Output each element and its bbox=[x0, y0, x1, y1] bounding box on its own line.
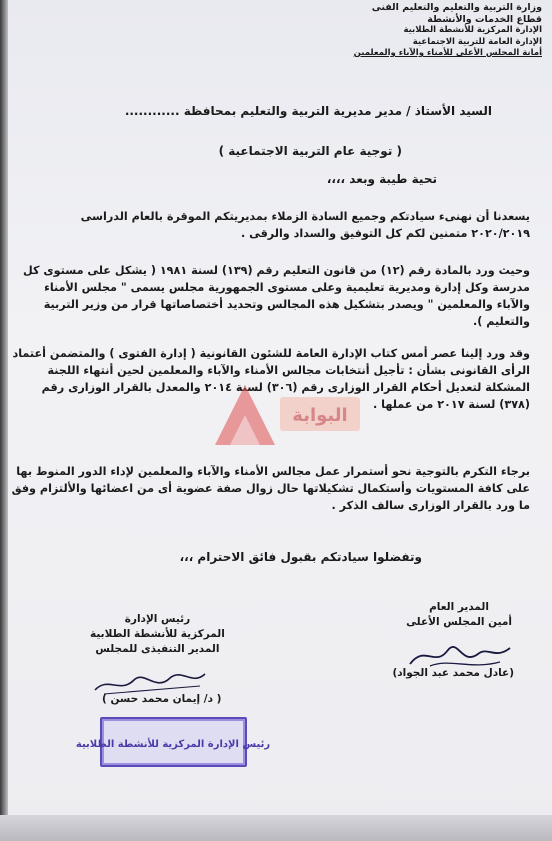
paragraph-line: ٢٠٢٠/٢٠١٩ متمنين لكم كل التوفيق والسداد والرقى . bbox=[241, 227, 530, 240]
watermark-logo-icon bbox=[205, 375, 370, 455]
paragraph-4 bbox=[11, 463, 530, 514]
subject: ( توجية عام التربية الاجتماعية ) bbox=[218, 144, 402, 158]
letterhead-line: الإدارة العامة للتربية الاجتماعية bbox=[412, 36, 542, 47]
signature-title: المركزية للأنشطة الطلابية bbox=[90, 628, 225, 640]
signature-title: أمين المجلس الأعلى bbox=[406, 616, 512, 628]
signature-title: المدير التنفيذى للمجلس bbox=[95, 643, 220, 655]
paragraph-line: على كافة المستويات وأستكمال تشكيلاتها حال زوال صفة عضوية أى من اعضائها والألتزام وفق bbox=[11, 482, 530, 495]
paragraph-line: وحيث ورد بالمادة رقم (١٢) من قانون التعليم رقم (١٣٩) لسنة ١٩٨١ ( يشكل على مستوى كل bbox=[23, 264, 530, 277]
paragraph-line: والآباء والمعلمين " ويصدر بتشكيل هذه المجالس وتحديد أختصاصاتها قرار من وزير التربية bbox=[43, 298, 530, 311]
signatory-name-right: (عادل محمد عبد الجواد) bbox=[392, 667, 514, 679]
stamp-text: رئيس الإدارة المركزية للأنشطة الطلابية bbox=[75, 739, 271, 750]
greeting: تحية طيبة وبعد ،،،، bbox=[326, 172, 437, 186]
paragraph-line: برجاء التكرم بالتوجية نحو أستمرار عمل مجالس الأمناء والآباء والمعلمين لإداء الدور المنوط بها bbox=[16, 465, 530, 478]
signature-block-left bbox=[90, 612, 225, 657]
paragraph-line: والتعليم ). bbox=[472, 315, 530, 328]
signature-block-right bbox=[406, 600, 512, 630]
watermark-text: البوابة bbox=[292, 405, 348, 426]
paragraph-line: ما ورد بالقرار الوزارى سالف الذكر . bbox=[331, 499, 530, 512]
signature-title: المدير العام bbox=[429, 601, 489, 613]
letterhead-line: أمانة المجلس الأعلى للأمناء والآباء والمعلمين bbox=[353, 48, 542, 58]
paragraph-line: (٣٧٨) لسنة ٢٠١٧ من عملها . bbox=[372, 398, 530, 411]
page-edge-shadow bbox=[0, 0, 8, 841]
addressee: السيد الأستاذ / مدير مديرية التربية والتعليم بمحافظة ............ bbox=[124, 104, 492, 118]
letterhead bbox=[342, 2, 542, 60]
paragraph-line: المشكلة لتعديل أحكام القرار الوزارى رقم (٣٠٦) لسنة ٢٠١٤ والمعدل بالقرار الوزارى رقم bbox=[41, 381, 530, 394]
official-stamp bbox=[75, 717, 271, 767]
paragraph-line: مدرسة وكل إدارة ومديرية تعليمية وعلى مستوى الجمهورية مجلس يسمى " مجلس الأمناء bbox=[44, 281, 530, 294]
stamp-text-icon bbox=[75, 719, 271, 765]
signature-title: رئيس الإدارة bbox=[124, 613, 191, 625]
page-bottom-edge bbox=[0, 815, 552, 841]
paragraph-2 bbox=[22, 262, 530, 330]
letterhead-line: الإدارة المركزية للأنشطة الطلابية bbox=[403, 25, 542, 35]
closing-line: وتفضلوا سيادتكم بقبول فائق الاحترام ،،، bbox=[179, 550, 422, 564]
signatory-name-left: ( د/ إيمان محمد حسن ) bbox=[102, 693, 222, 705]
paragraph-line: يسعدنا أن نهنىء سيادتكم وجميع السادة الزملاء بمديريتكم الموقرة بالعام الدراسى bbox=[80, 210, 530, 223]
letterhead-line: قطاع الخدمات والأنشطة bbox=[427, 13, 542, 25]
paragraph-line: الرأى القانونى بشأن : تأجيل أنتخابات مجالس الأمناء والآباء والمعلمين لحين أنتهاء اللجنة bbox=[47, 364, 530, 377]
site-watermark bbox=[205, 375, 370, 455]
paragraph-1 bbox=[22, 208, 530, 242]
letterhead-line: وزارة التربية والتعليم والتعليم الفنى bbox=[371, 2, 542, 13]
paragraph-line: وقد ورد إلينا عصر أمس كتاب الإدارة العامة للشئون القانونية ( إدارة الفتوى ) والمتضمن أعتماد bbox=[12, 347, 530, 360]
